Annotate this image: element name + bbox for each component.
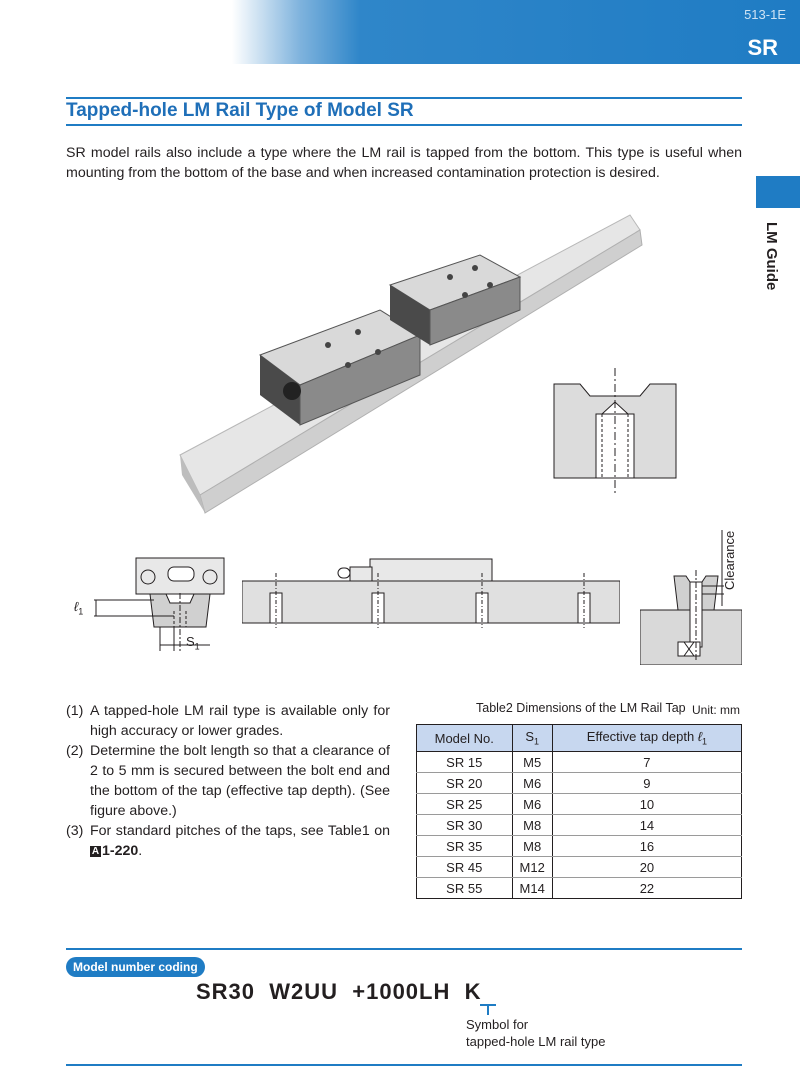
side-tab[interactable] [748,222,788,302]
section-ref-icon: A [91,846,100,857]
header-band [0,0,800,64]
front-view-drawing [70,553,230,658]
table-row: SR 35 M8 16 [417,836,742,857]
table-header-row [417,725,742,752]
s1-label: $S_1$ [186,634,200,652]
intro-paragraph: SR model rails also include a type where the LM rail is tapped from the bottom. This type is useful when mounting from the bottom of the base and when increased contamination protection is desired. [66,145,742,181]
page-ref-link[interactable]: 1-220 [102,843,139,859]
tap-cross-section [550,368,680,493]
table-row: SR 55 M14 22 [417,878,742,899]
table-unit: Unit: mm [692,703,740,717]
k-marker [478,1004,498,1016]
table-row: SR 25 M6 10 [417,794,742,815]
coding-rule-top [66,948,742,950]
model-code: SR30 W2UU +1000LH K [196,979,482,1004]
title-rule-top [66,97,742,99]
column-header: Effective tap depth ℓ$_1$ [552,725,741,752]
table-caption: Table2 Dimensions of the LM Rail Tap [476,701,686,715]
table-row: SR 20 M6 9 [417,773,742,794]
side-view-drawing [242,553,620,628]
table-row: SR 15 M5 7 [417,752,742,773]
page-code: 513-1E [744,7,786,22]
column-header: Model No. [417,725,513,752]
section-title: Tapped-hole LM Rail Type of Model SR [66,100,414,121]
model-coding-note: Symbol for tapped-hole LM rail type [466,1017,606,1049]
column-header: $S_1$ [512,725,552,752]
l1-label: ℓ$_1$ [74,599,84,617]
clearance-label: Clearance [722,530,737,590]
model-coding-badge: Model number coding [66,957,205,977]
section-code: SR [747,35,778,60]
note-item: (1) A tapped-hole LM rail type is available only for high accuracy or lower grades. [66,703,390,739]
dimensions-table [416,724,742,899]
note-item: (3) For standard pitches of the taps, see Table1 on A 1-220. [66,823,390,859]
side-tab-marker [756,176,800,208]
title-rule-bottom [66,124,742,126]
table-row: SR 30 M8 14 [417,815,742,836]
coding-rule-bottom [66,1064,742,1066]
table-row: SR 45 M12 20 [417,857,742,878]
notes-list [66,701,390,861]
note-item: (2) Determine the bolt length so that a clearance of 2 to 5 mm is secured between the bolt end and the bottom of the tap (effective tap depth). (See figure above.) [66,743,390,819]
side-tab-label: LM Guide [763,222,780,291]
